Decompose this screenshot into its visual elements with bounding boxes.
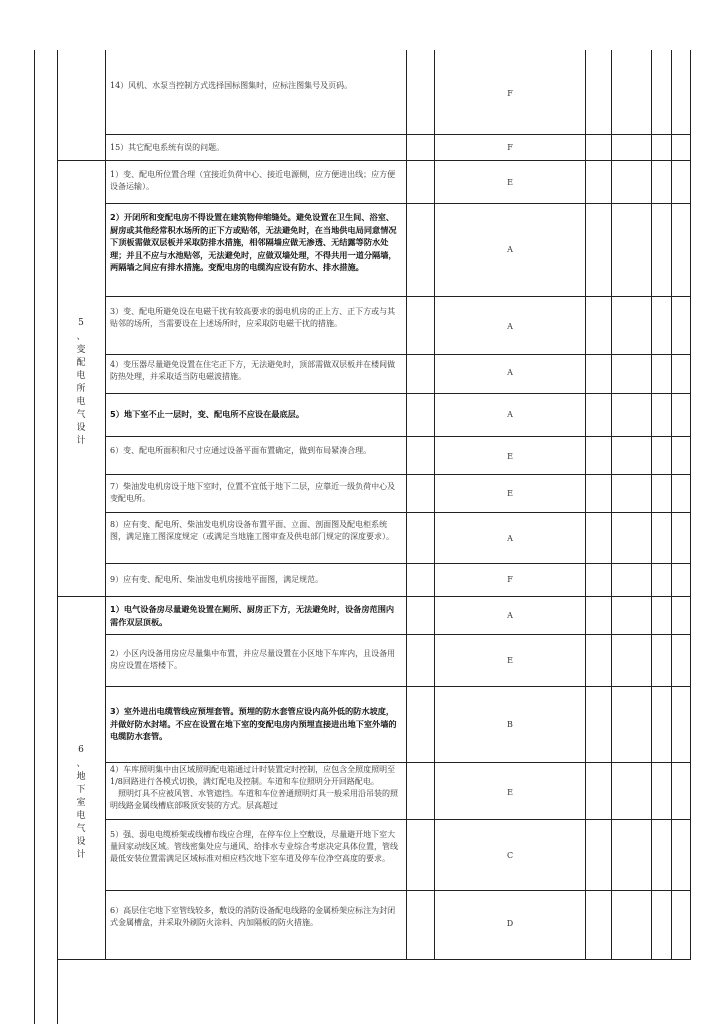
table-left-border — [34, 50, 35, 1024]
table-right-border — [690, 50, 691, 960]
item-grade: E — [507, 656, 513, 665]
item-grade: F — [507, 575, 513, 584]
item-text: 2）小区内设备用房应尽量集中布置，并应尽量设置在小区地下车库内，且设备用房应设置在塔楼下。 — [110, 649, 396, 670]
section-divider — [57, 596, 691, 597]
item-text: 1）变、配电所位置合理（宜接近负荷中心、接近电源侧，应方便进出线；应方便设备运输）。 — [110, 170, 396, 191]
item-text: 8）应有变、配电所、柴油发电机房设备布置平面、立面、剖面图及配电柜系统图，满足施工图深度规定（或满足当地施工图审查及供电部门规定的深度要求）。 — [110, 520, 394, 541]
item-text: 2）开闭所和变配电房不得设置在建筑物伸缩缝处。避免设置在卫生间、浴室、厨房或其他经常积水场所的正下方或贴邻，无法避免时，在当地供电局同意情况下顶板需做双层板并采取防排水措施，相邻隔墙应做无渗透、无结露等防水处理；并且不应与水池贴邻，无法避免时，应做双墙处理，不得共用一道分隔墙，两隔墙之间应有排水措施。变配电房的电缆沟应设有防水、排水措施。 — [110, 212, 397, 272]
item-text: 5）强、弱电电缆桥架或线槽布线应合理，在停车位上空敷设，尽量避开地下室大量回家动线区域。管线密集处应与通风、给排水专业综合考虑决定具体位置，管线最低安装位置需满足区域标准对相应档次地下室车道及停车位净空高度的要求。 — [110, 830, 398, 863]
table-left-border-inner — [57, 50, 58, 1024]
item-grade: A — [507, 322, 513, 331]
section-6-title: 、 地 下 室 电 气 设 计 — [76, 759, 86, 860]
item-grade: E — [507, 788, 513, 797]
row-divider — [105, 474, 691, 475]
row-divider — [105, 296, 691, 297]
item-grade: E — [507, 452, 513, 461]
item-text: 1）电气设备房尽量避免设置在厕所、厨房正下方，无法避免时，设备房范围内需作双层顶板。 — [110, 604, 395, 627]
item-text: 14）风机、水泵当控制方式选择国标图集时，应标注图集号及页码。 — [110, 81, 353, 90]
row-divider — [105, 686, 691, 687]
section-divider — [57, 160, 691, 161]
item-grade: C — [506, 851, 514, 860]
row-divider — [105, 762, 691, 763]
item-text: 6）变、配电所面积和尺寸应通过设备平面布置确定，做到布局紧凑合理。 — [110, 446, 372, 455]
column-divider-content — [406, 50, 407, 960]
item-text: 4）变压器尽量避免设置在住宅正下方，无法避免时，顶部需做双层板并在楼间做防热处理，并采取适当防电磁波措施。 — [110, 360, 396, 381]
item-text: 5）地下室不止一层时，变、配电所不应设在最底层。 — [110, 409, 305, 419]
row-divider — [105, 354, 691, 355]
item-grade: A — [507, 534, 513, 543]
item-text: 7）柴油发电机房设于地下室时，位置不宜低于地下二层，应靠近一级负荷中心及变配电所。 — [110, 482, 396, 503]
item-grade: F — [507, 143, 513, 152]
item-grade: E — [507, 489, 513, 498]
column-divider-extra2 — [651, 50, 652, 960]
item-grade: F — [507, 89, 513, 98]
column-divider-extra3 — [671, 50, 672, 960]
item-text: 3）变、配电所避免设在电磁干扰有较高要求的弱电机房的正上方、正下方或与其贴邻的场所，当需要设在上述场所时，应采取防电磁干扰的措施。 — [110, 307, 396, 328]
item-grade: A — [507, 245, 513, 254]
item-grade: A — [507, 368, 513, 377]
item-grade: D — [506, 919, 514, 928]
section-6-number: 6 — [78, 745, 84, 755]
column-divider-grade — [585, 50, 586, 960]
row-divider — [105, 203, 691, 204]
item-text: 6）高层住宅地下室管线较多，敷设的消防设备配电线路的金属桥架应标注为封闭式金属槽盒，并采取外刷防火涂料、内加隔板的防火措施。 — [110, 906, 396, 927]
item-grade: B — [507, 720, 513, 729]
row-divider — [105, 512, 691, 513]
section-5-number: 5 — [78, 318, 84, 328]
row-divider — [105, 563, 691, 564]
row-divider — [105, 393, 691, 394]
item-text: 9）应有变、配电所、柴油发电机房接地平面图，满足规范。 — [110, 575, 324, 584]
row-divider — [105, 134, 691, 135]
item-grade: A — [507, 611, 513, 620]
table-bottom-border — [57, 959, 691, 960]
item-text: 15）其它配电系统有误的问题。 — [110, 143, 225, 152]
item-text: 3）室外进出电缆管线应预埋套管。预埋的防水套管应设内高外低的防水坡度，并做好防水封堵。不应在设置在地下室的变配电房内预埋直接进出地下室外墙的电缆防水套管。 — [110, 706, 397, 741]
item-grade: A — [507, 410, 513, 419]
column-divider-section — [105, 50, 106, 960]
column-divider-extra1 — [611, 50, 612, 960]
item-text: 4）车库照明集中由区域照明配电箱通过计时装置定时控制，应包含全照度照明至1/8回路进行各模式切换，满灯配电及控制。车道和车位照明分开回路配电。 照明灯具不应被风管、水管遮挡。车道和车位普通照明灯具一般采用沿吊装的照明线路金属线槽底部吸顶安装的方式。层高超过 — [110, 765, 398, 810]
row-divider — [105, 634, 691, 635]
item-grade: E — [507, 178, 513, 187]
section-5-title: 、 变 配 电 所 电 气 设 计 — [76, 332, 86, 446]
row-divider — [105, 436, 691, 437]
column-divider-check — [434, 50, 435, 960]
row-divider — [105, 890, 691, 891]
row-divider — [105, 819, 691, 820]
